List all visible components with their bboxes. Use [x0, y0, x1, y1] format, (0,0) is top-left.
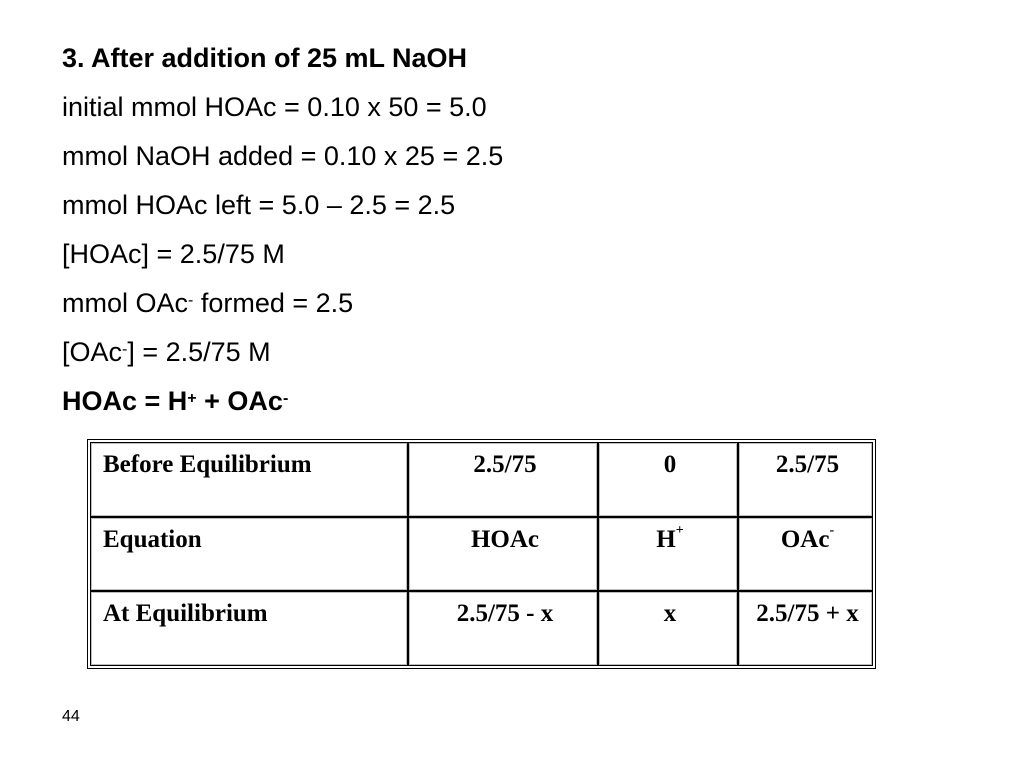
row-label: At Equilibrium — [90, 591, 408, 666]
h-species: H — [656, 525, 676, 553]
equation-lhs: HOAc = H — [62, 386, 188, 416]
oac-formed-suffix: formed = 2.5 — [193, 288, 354, 318]
ice-table — [87, 439, 876, 669]
hoac-cell: 2.5/75 — [408, 442, 598, 517]
page-number: 44 — [62, 708, 80, 725]
table-row — [90, 517, 873, 592]
oac-cell: 2.5/75 + x — [738, 591, 873, 666]
slide-content — [62, 38, 962, 430]
table-row — [90, 442, 873, 517]
oac-concentration-line — [62, 332, 962, 381]
oac-conc-charge: - — [122, 341, 128, 358]
oac-charge: - — [829, 522, 835, 538]
h-cell: x — [598, 591, 738, 666]
equation-mid: + OAc — [196, 386, 283, 416]
hoac-left-line: mmol HOAc left = 5.0 – 2.5 = 2.5 — [62, 190, 456, 220]
hoac-concentration-line: [HOAc] = 2.5/75 M — [62, 239, 285, 269]
h-cell: 0 — [598, 442, 738, 517]
h-charge: + — [675, 522, 684, 538]
initial-hoac-line: initial mmol HOAc = 0.10 x 50 = 5.0 — [62, 92, 487, 122]
dissociation-equation — [62, 381, 962, 430]
row-label: Before Equilibrium — [90, 442, 408, 517]
oac-cell — [738, 517, 873, 592]
ice-table-grid — [90, 442, 873, 666]
oac-conc-suffix: ] = 2.5/75 M — [127, 337, 271, 367]
equation-oac-charge: - — [282, 390, 289, 407]
oac-cell: 2.5/75 — [738, 442, 873, 517]
naoh-added-line: mmol NaOH added = 0.10 x 25 = 2.5 — [62, 141, 504, 171]
row-label: Equation — [90, 517, 408, 592]
oac-formed-prefix: mmol OAc — [62, 288, 189, 318]
equation-h-charge: + — [187, 390, 197, 407]
hoac-cell: 2.5/75 - x — [408, 591, 598, 666]
oac-formed-line — [62, 283, 962, 332]
h-cell — [598, 517, 738, 592]
oac-species: OAc — [780, 525, 830, 553]
oac-conc-prefix: [OAc — [62, 337, 123, 367]
heading: 3. After addition of 25 mL NaOH — [62, 43, 468, 73]
table-row — [90, 591, 873, 666]
oac-formed-charge: - — [188, 292, 194, 309]
hoac-cell: HOAc — [408, 517, 598, 592]
